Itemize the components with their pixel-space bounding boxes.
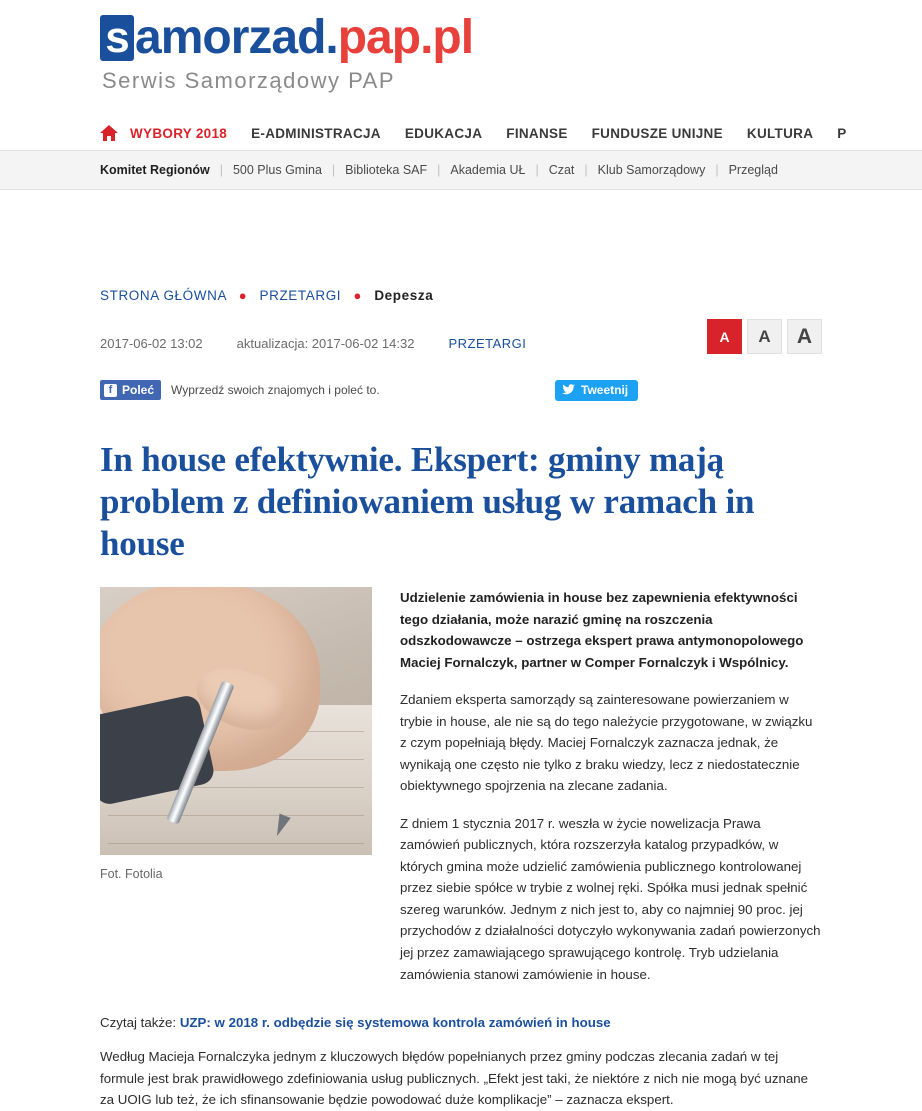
breadcrumb-separator-icon: ● xyxy=(353,288,362,303)
read-also-label: Czytaj także: xyxy=(100,1015,177,1031)
subnav-item-czat[interactable]: Czat xyxy=(548,163,575,177)
read-also-row xyxy=(100,1015,822,1030)
subnav-item-komitet-regionow[interactable]: Komitet Regionów xyxy=(100,163,210,177)
breadcrumb xyxy=(100,288,822,303)
article-paragraph: Zdaniem eksperta samorządy są zainteresowane powierzaniem w trybie in house, ale nie są do tego należycie przygotowane, w związku z czym popełniają błędy. Maciej Fornalczyk zaznacza jednak, że wynikają one często nie tylko z braku wiedzy, lecz z niedostatecznie obiektywnego spojrzenia na zlecane zadania. xyxy=(400,692,813,794)
logo-wordmark xyxy=(100,11,922,64)
breadcrumb-current: Depesza xyxy=(374,288,434,303)
nav-item-wybory-2018[interactable]: WYBORY 2018 xyxy=(130,125,228,141)
logo-dot: . xyxy=(325,11,338,64)
secondary-navigation xyxy=(0,151,922,190)
article-category[interactable]: PRZETARGI xyxy=(448,335,527,351)
subnav-divider: | xyxy=(219,163,223,177)
nav-item-fundusze-unijne[interactable]: FUNDUSZE UNIJNE xyxy=(591,125,723,141)
twitter-share-label: Tweetnij xyxy=(581,383,629,397)
site-tagline: Serwis Samorządowy PAP xyxy=(102,68,396,93)
subnav-item-przeglad[interactable]: Przegląd xyxy=(728,163,778,177)
nav-item-finanse[interactable]: FINANSE xyxy=(506,125,568,141)
page-content xyxy=(0,288,922,1111)
article-meta xyxy=(100,323,822,363)
nav-item-kultura[interactable]: KULTURA xyxy=(746,125,814,141)
subnav-divider: | xyxy=(584,163,588,177)
article-paragraph-tail: Według Macieja Fornalczyka jednym z kluczowych błędów popełnianych przez gminy podczas zlecania zadań w tej formule jest brak prawidłowego zdefiniowania usług publicznych. „Efekt jest taki, że niektóre z nich nie mogą być uznane za UOIG lub też, że ich sfinansowanie będzie powodować duże komplikacje” – zaznacza ekspert. xyxy=(100,1049,809,1108)
facebook-share-caption: Wyprzedź swoich znajomych i poleć to. xyxy=(171,383,380,397)
share-bar xyxy=(100,377,822,403)
subnav-divider: | xyxy=(535,163,539,177)
twitter-share-button[interactable] xyxy=(555,380,638,401)
home-icon[interactable] xyxy=(100,125,118,141)
main-navigation xyxy=(0,116,922,151)
subnav-divider: | xyxy=(715,163,719,177)
article-lead: Udzielenie zamówienia in house bez zapewnienia efektywności tego działania, może narazić gminę na roszczenia odszkodowawcze – ostrzega ekspert prawa antymonopolowego Maciej Fornalczyk, partner w Comper Fornalczyk i Wspólnicy. xyxy=(400,590,804,670)
font-size-small-button[interactable]: A xyxy=(707,319,742,354)
update-date: aktualizacja: 2017-06-02 14:32 xyxy=(236,335,415,351)
facebook-icon: f xyxy=(104,384,117,397)
article-body xyxy=(100,587,822,1001)
read-also-link[interactable]: UZP: w 2018 r. odbędzie się systemowa kontrola zamówień in house xyxy=(179,1015,611,1031)
nav-item-edukacja[interactable]: EDUKACJA xyxy=(404,125,483,141)
logo-accent-text: pap.pl xyxy=(337,11,474,64)
subnav-divider: | xyxy=(331,163,336,177)
font-size-medium-button[interactable]: A xyxy=(747,319,782,354)
logo-badge-s: s xyxy=(100,15,134,61)
subnav-item-klub-samorzadowy[interactable]: Klub Samorządowy xyxy=(597,163,706,177)
breadcrumb-home[interactable]: STRONA GŁÓWNA xyxy=(100,288,227,303)
publish-date: 2017-06-02 13:02 xyxy=(100,335,203,351)
nav-item-truncated[interactable]: P xyxy=(837,125,847,141)
logo-main-text: amorzad xyxy=(135,11,326,64)
subnav-divider: | xyxy=(437,163,441,177)
subnav-item-biblioteka-saf[interactable]: Biblioteka SAF xyxy=(345,163,428,177)
article-paragraph: Z dniem 1 stycznia 2017 r. weszła w życie nowelizacja Prawa zamówień publicznych, która rozszerzyła katalog przypadków, w których gmina może udzielić zamówienia publicznego kontrolowanej przez siebie spółce w trybie z wolnej ręki. Spółka musi jednak spełnić szereg warunków. Jednym z nich jest to, aby co najmniej 90 proc. jej przychodów z działalności dotyczyło wykonywania zadań powierzonych jej przez zamawiającego sprawującego kontrolę. Tryb udzielania zamówienia stanowi zamówienie in house. xyxy=(400,815,821,982)
twitter-bird-icon xyxy=(562,384,575,397)
font-size-controls xyxy=(702,319,822,354)
subnav-item-akademia-ul[interactable]: Akademia UŁ xyxy=(450,163,526,177)
article-figure xyxy=(100,587,372,881)
article-photo xyxy=(100,587,372,855)
subnav-item-500-plus-gmina[interactable]: 500 Plus Gmina xyxy=(232,163,322,177)
facebook-share-button[interactable] xyxy=(100,380,161,400)
breadcrumb-section[interactable]: PRZETARGI xyxy=(259,288,342,303)
article-text-column xyxy=(400,587,822,1001)
nav-item-e-administracja[interactable]: E-ADMINISTRACJA xyxy=(251,125,381,141)
font-size-large-button[interactable]: A xyxy=(787,319,822,354)
breadcrumb-separator-icon: ● xyxy=(238,288,248,303)
figure-caption: Fot. Fotolia xyxy=(100,867,163,881)
site-logo[interactable] xyxy=(0,0,922,94)
facebook-share-label: Poleć xyxy=(122,383,155,397)
article-headline: In house efektywnie. Ekspert: gminy mają problem z definiowaniem usług w ramach in house xyxy=(100,440,755,563)
